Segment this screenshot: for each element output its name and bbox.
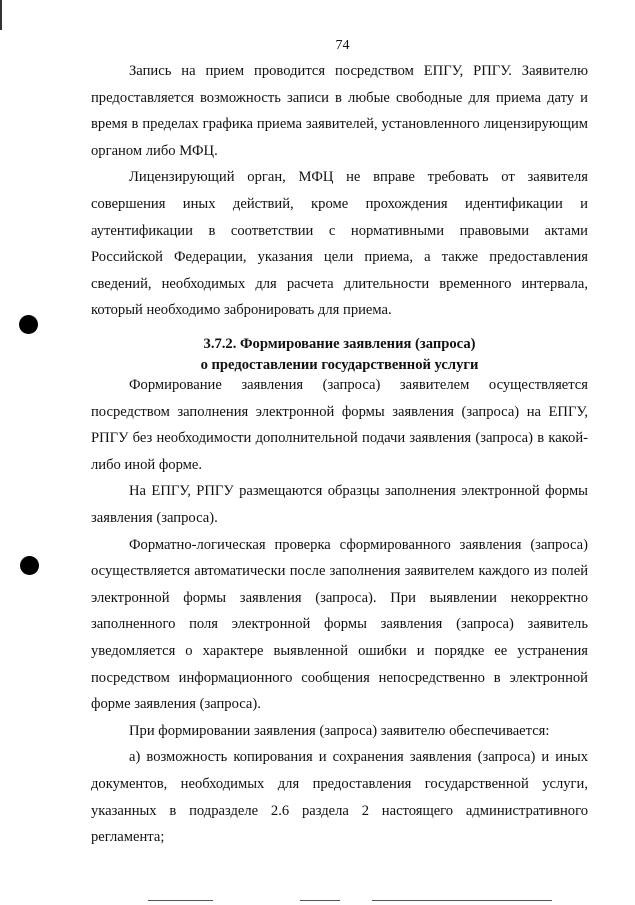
section-heading-line-1: 3.7.2. Формирование заявления (запроса) — [203, 336, 476, 352]
paragraph-application-provisions: При формировании заявления (запроса) заявителю обеспечивается: — [129, 722, 550, 739]
paragraph-application-formation: Формирование заявления (запроса) заявителем осуществляется посредством заполнения электронной формы заявления (запроса) на ЕПГУ, РПГУ без необходимости дополнительной подачи заявления (запроса) в какой-либо иной форме. — [91, 377, 588, 473]
paragraph-appointment-booking: Запись на прием проводится посредством ЕПГУ, РПГУ. Заявителю предоставляется возможность записи в любые свободные для приема дату и время в пределах графика приема заявителей, установленного лицензирующим органом либо МФЦ. — [91, 63, 588, 159]
paragraph-licensing-body-restrictions: Лицензирующий орган, МФЦ не вправе требовать от заявителя совершения иных действий, кроме прохождения идентификации и аутентификации в соответствии с нормативными правовыми актами Российской Федерации, указания цели приема, а также предоставления сведений, необходимых для расчета длительности временного интервала, который необходимо забронировать для приема. — [91, 169, 588, 319]
page-number: 74 — [335, 38, 350, 53]
section-heading-line-2: о предоставлении государственной услуги — [200, 357, 479, 373]
paragraph-sample-forms: На ЕПГУ, РПГУ размещаются образцы заполнения электронной формы заявления (запроса). — [91, 483, 588, 526]
binder-hole-top — [19, 315, 38, 334]
paragraph-format-logic-check: Форматно-логическая проверка сформированного заявления (запроса) осуществляется автоматически после заполнения заявителем каждого из полей электронной формы заявления (запроса). При выявлении некорректно заполненного поля электронной формы заявления (запроса) заявитель уведомляется о характере выявленной ошибки и порядке ее устранения посредством информационного сообщения непосредственно в электронной форме заявления (запроса). — [91, 536, 588, 713]
footer-rule-left — [148, 900, 213, 901]
scan-edge-mark — [0, 0, 2, 30]
footer-rule-middle — [300, 900, 340, 901]
binder-hole-bottom — [20, 556, 39, 575]
body-text-top — [91, 58, 588, 324]
section-heading — [91, 334, 588, 376]
paragraph-item-a: а) возможность копирования и сохранения заявления (запроса) и иных документов, необходимых для предоставления государственной услуги, указанных в подразделе 2.6 раздела 2 настоящего административного регламента; — [91, 749, 588, 846]
body-text-bottom — [91, 372, 588, 851]
footer-rule-right — [372, 900, 552, 901]
